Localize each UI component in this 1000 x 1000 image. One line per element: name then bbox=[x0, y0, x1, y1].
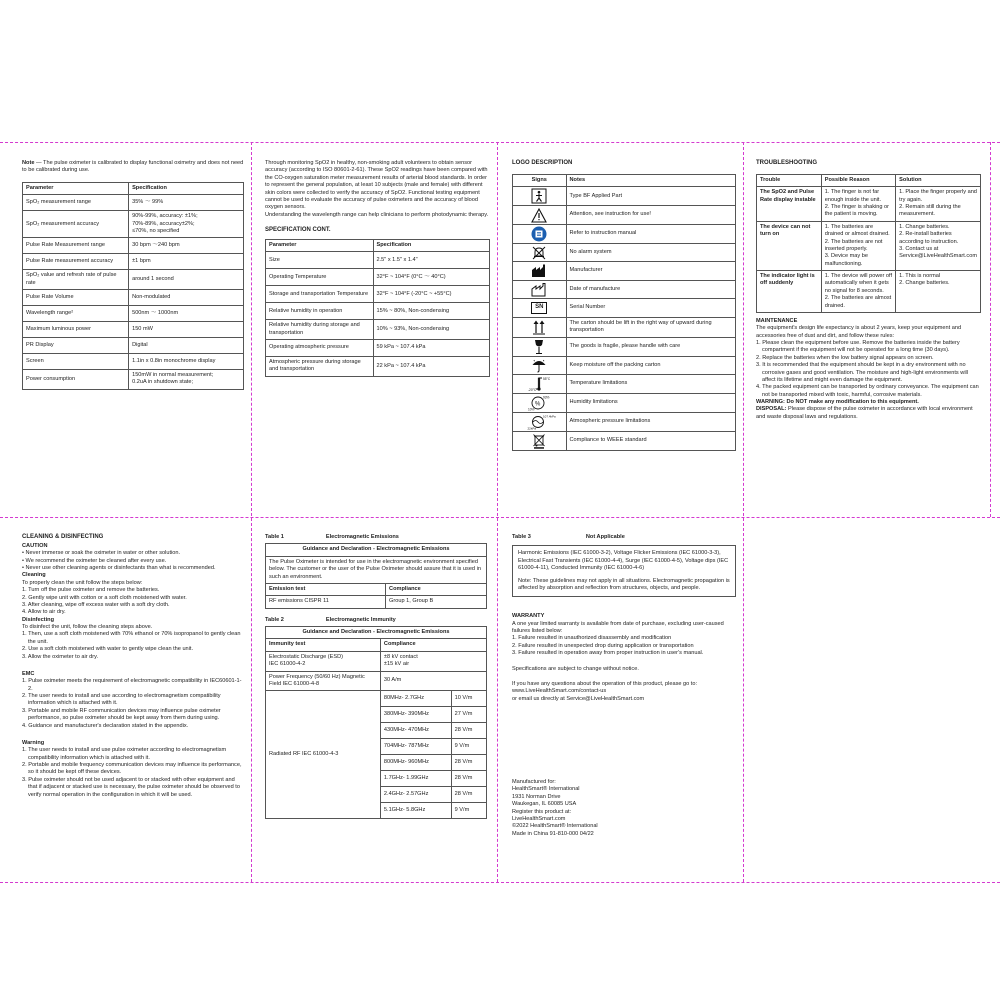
parameter-cell: PR Display bbox=[23, 338, 129, 354]
logo-description-title: LOGO DESCRIPTION bbox=[512, 160, 573, 166]
table-row bbox=[266, 269, 490, 286]
spec-cont-title: SPECIFICATION CONT. bbox=[265, 227, 331, 233]
maintenance-item: 4. The packed equipment can be transported by ordinary conveyance. The equipment can not be transported mixed with toxic, harmful, corrosive materials. bbox=[756, 384, 979, 398]
cleaning-title: CLEANING & DISINFECTING bbox=[22, 534, 104, 540]
sign-cell bbox=[513, 299, 567, 318]
cleaning-panel bbox=[22, 534, 244, 834]
date-of-manufacture-icon bbox=[514, 283, 565, 297]
sign-cell bbox=[513, 206, 567, 225]
warning-item: 2. Portable and mobile frequency communication devices may influence its performance, so it should be kept off these devices. bbox=[22, 762, 242, 776]
table-row bbox=[23, 254, 244, 270]
immunity-header: Guidance and Declaration - Electromagnetic Emissions bbox=[266, 627, 487, 639]
disinfecting-intro: To disinfect the unit, follow the cleaning steps above. bbox=[22, 624, 153, 631]
svg-text:55°C: 55°C bbox=[543, 377, 551, 382]
caution-item: • We recommend the oximeter be cleaned after every use. bbox=[22, 557, 167, 564]
esd-compliance-cell: ±8 kV contact ±15 kV air bbox=[380, 651, 486, 671]
rf-band-cell: 800MHz- 960MHz bbox=[380, 755, 451, 771]
rf-band-cell: 1.7GHz- 1.99GHz bbox=[380, 771, 451, 787]
rf-level-cell: 9 V/m bbox=[451, 803, 486, 819]
spec-panel bbox=[22, 160, 244, 410]
sign-cell bbox=[513, 413, 567, 432]
pressure-limit-icon bbox=[514, 414, 565, 430]
this-way-up-icon bbox=[514, 319, 565, 335]
rf-level-cell: 28 V/m bbox=[451, 771, 486, 787]
table-row bbox=[23, 354, 244, 370]
warranty-item: 1. Failure resulted in unauthorized disassembly and modification bbox=[512, 635, 672, 642]
rf-level-cell: 10 V/m bbox=[451, 691, 486, 707]
caution-item: • Never immerse or soak the oximeter in water or other solution. bbox=[22, 550, 181, 557]
note-cell: Keep moisture off the packing carton bbox=[566, 356, 735, 375]
warning-item: 3. Pulse oximeter should not be used adjacent to or stacked with other equipment and that if adjacent or stacked use is necessary, the pulse oximeter should be observed to verify normal operation in the configuration in which it will be used. bbox=[22, 776, 240, 798]
logo-row bbox=[513, 280, 736, 299]
rf-level-cell: 27 V/m bbox=[451, 707, 486, 723]
rf-band-cell: 80MHz- 2.7GHz bbox=[380, 691, 451, 707]
maintenance-list bbox=[756, 340, 981, 399]
parameter-cell: Storage and transportation Temperature bbox=[266, 286, 374, 303]
table-header-row bbox=[266, 239, 490, 251]
parameter-cell: Pulse Rate measurement accuracy bbox=[23, 254, 129, 270]
serial-number-label: SN bbox=[531, 302, 547, 314]
emission-test-cell: RF emissions CISPR 11 bbox=[266, 596, 386, 608]
note-cell: Date of manufacture bbox=[566, 280, 735, 299]
pf-compliance-cell: 30 A/m bbox=[380, 671, 486, 691]
troubleshooting-row bbox=[757, 221, 981, 270]
svg-text:-20°C: -20°C bbox=[528, 388, 537, 393]
compliance-col: Compliance bbox=[386, 583, 487, 595]
note-cell: Serial Number bbox=[566, 299, 735, 318]
parameter-cell: Operating atmospheric pressure bbox=[266, 340, 374, 357]
rf-band-cell: 430MHz- 470MHz bbox=[380, 723, 451, 739]
table-header-cell: Specification bbox=[129, 182, 244, 194]
sign-cell bbox=[513, 224, 567, 243]
svg-text:93%: 93% bbox=[543, 395, 550, 400]
logo-row bbox=[513, 413, 736, 432]
warranty-title: WARRANTY bbox=[512, 613, 545, 620]
svg-text:107.4kPa: 107.4kPa bbox=[543, 414, 556, 419]
logo-row bbox=[513, 432, 736, 451]
fold-line-middle bbox=[0, 517, 1000, 518]
warranty-item: 2. Failure resulted in unexpected drop during application or transportation bbox=[512, 642, 694, 649]
cleaning-item: 3. After cleaning, wipe off excess water with a soft dry cloth. bbox=[22, 601, 170, 608]
maintenance-item: 3. It is recommended that the equipment should be kept in a dry environment with no corrosive gases and good ventilation. The moisture and high-light environments will affect its lifetime and might even damage the equipment. bbox=[756, 362, 969, 383]
serial-number-icon bbox=[514, 302, 565, 314]
spec-cell: 2.5" x 1.5" x 1.4" bbox=[373, 252, 489, 269]
sign-cell bbox=[513, 262, 567, 281]
immunity-test-col: Immunity test bbox=[266, 639, 381, 651]
spec-cell: 15% ~ 80%, Non-condensing bbox=[373, 303, 489, 320]
caution-list bbox=[22, 550, 244, 572]
spec-cell: ±1 bpm bbox=[129, 254, 244, 270]
warranty-panel bbox=[512, 534, 736, 854]
fold-line-top bbox=[0, 142, 1000, 143]
rf-band-cell: 2.4GHz- 2.57GHz bbox=[380, 787, 451, 803]
caution-title: CAUTION bbox=[22, 542, 48, 549]
spec-cell: 32°F ~ 104°F (0°C ～ 40°C) bbox=[373, 269, 489, 286]
svg-text:22kPa: 22kPa bbox=[527, 426, 537, 431]
table-row bbox=[266, 286, 490, 303]
disposal-text: DISPOSAL: Please dispose of the pulse oximeter in accordance with local environment and waste disposal laws and regulations. bbox=[756, 406, 973, 420]
maintenance-intro: The equipment's design life expectancy is about 2 years, keep your equipment and accessories free of dust and dirt, and follow these rules: bbox=[756, 325, 962, 339]
spec-cell: around 1 second bbox=[129, 270, 244, 290]
note-cell: No alarm system bbox=[566, 243, 735, 262]
parameter-cell: Operating Temperature bbox=[266, 269, 374, 286]
logo-row bbox=[513, 337, 736, 356]
svg-text:10%: 10% bbox=[528, 407, 535, 412]
spec-cell: 500nm ～ 1000nm bbox=[129, 306, 244, 322]
table-row bbox=[23, 306, 244, 322]
cleaning-intro: To properly clean the unit follow the steps below: bbox=[22, 579, 143, 586]
warranty-list bbox=[512, 635, 736, 657]
table-row bbox=[23, 238, 244, 254]
parameter-cell: Wavelength range² bbox=[23, 306, 129, 322]
table-row bbox=[23, 211, 244, 238]
parameter-cell: Relative humidity in operation bbox=[266, 303, 374, 320]
logo-row bbox=[513, 187, 736, 206]
logo-row bbox=[513, 317, 736, 337]
logo-row bbox=[513, 375, 736, 394]
fold-line-v3 bbox=[743, 142, 744, 882]
keep-dry-icon bbox=[514, 358, 565, 373]
note-cell: Compliance to WEEE standard bbox=[566, 432, 735, 451]
warning-item: 1. The user needs to install and use pulse oximeter according to electromagnetism compatibility information which is attached with it. bbox=[22, 747, 227, 761]
table-row bbox=[266, 252, 490, 269]
rf-row bbox=[266, 691, 487, 707]
logo-description-panel bbox=[512, 160, 736, 494]
fragile-icon bbox=[514, 339, 565, 355]
solution-cell: 1. Change batteries. 2. Re-install batteries according to instruction. 3. Contact us at Service@LiveHealthSmart.com bbox=[896, 221, 981, 270]
logo-row bbox=[513, 356, 736, 375]
type-bf-icon bbox=[514, 188, 565, 204]
note-cell: Atmospheric pressure limitations bbox=[566, 413, 735, 432]
caution-item: • Never use other cleaning agents or disinfectants than what is recommended. bbox=[22, 565, 216, 572]
spec-cell: 1.1in x 0.8in monochrome display bbox=[129, 354, 244, 370]
fold-line-v1 bbox=[251, 142, 252, 882]
table-row bbox=[23, 290, 244, 306]
sign-cell bbox=[513, 356, 567, 375]
solution-cell: 1. Place the finger properly and try again. 2. Remain still during the measurement. bbox=[896, 187, 981, 222]
modification-warning: WARNING: Do NOT make any modification to this equipment. bbox=[756, 399, 919, 406]
rf-level-cell: 9 V/m bbox=[451, 739, 486, 755]
cleaning-subtitle: Cleaning bbox=[22, 572, 46, 579]
note-cell: Humidity limitations bbox=[566, 394, 735, 413]
not-applicable-text: Harmonic Emissions (IEC 61000-3-2), Voltage Flicker Emissions (IEC 61000-3-3), Electrical Fast Transients (IEC 61000-4-4), Surge (IEC 61000-4-5), Voltage dips (IEC 61000-4-11), Conducted Immunity (IEC 61000-4-6) bbox=[518, 550, 729, 572]
logo-table bbox=[512, 174, 736, 451]
spec-cont-panel bbox=[265, 160, 490, 440]
cleaning-list bbox=[22, 587, 244, 617]
logo-row bbox=[513, 224, 736, 243]
fold-line-v2 bbox=[497, 142, 498, 882]
table-header-cell: Signs bbox=[513, 174, 567, 186]
spec-change-note: Specifications are subject to change without notice. bbox=[512, 665, 639, 672]
table-row bbox=[23, 322, 244, 338]
sign-cell bbox=[513, 337, 567, 356]
disinfecting-title: Disinfecting bbox=[22, 616, 55, 623]
table-header-row bbox=[513, 174, 736, 186]
table-header-row bbox=[757, 174, 981, 186]
disinfecting-item: 1. Then, use a soft cloth moistened with 70% ethanol or 70% isopropanol to gently clean the unit. bbox=[22, 631, 241, 645]
compliance-cell: Group 1, Group B bbox=[386, 596, 487, 608]
spec-cont-table bbox=[265, 239, 490, 377]
manufacturer-icon bbox=[514, 264, 565, 278]
disinfecting-list bbox=[22, 631, 244, 661]
table-row bbox=[266, 320, 490, 340]
rf-level-cell: 28 V/m bbox=[451, 723, 486, 739]
maintenance-item: 2. Replace the batteries when the low battery signal appears on screen. bbox=[756, 354, 934, 361]
warranty-intro: A one year limited warranty is available from date of purchase, excluding user-caused failures listed below: bbox=[512, 620, 724, 634]
note-cell: Attention, see instruction for use! bbox=[566, 206, 735, 225]
parameter-cell: Power consumption bbox=[23, 370, 129, 390]
emc-tables-panel bbox=[265, 534, 487, 829]
trouble-cell: The SpO2 and Pulse Rate display instable bbox=[757, 187, 822, 222]
parameter-cell: SpO₂ measurement range bbox=[23, 195, 129, 211]
note-cell: Refer to instruction manual bbox=[566, 224, 735, 243]
spec-cell: 10% ~ 93%, Non-condensing bbox=[373, 320, 489, 340]
sign-cell bbox=[513, 375, 567, 394]
table-row bbox=[23, 370, 244, 390]
spec-cell: 90%-99%, accuracy: ±1%; 70%-89%, accuracy±2%; ≤70%, no specified bbox=[129, 211, 244, 238]
table-header-row bbox=[23, 182, 244, 194]
cleaning-item: 1. Turn off the pulse oximeter and remove the batteries. bbox=[22, 587, 160, 594]
rf-level-cell: 28 V/m bbox=[451, 755, 486, 771]
emc-item: 3. Portable and mobile RF communication devices may influence pulse oximeter performance, so pulse oximeter should be kept away from them during using. bbox=[22, 707, 221, 722]
humidity-limit-icon bbox=[514, 395, 565, 411]
immunity-table bbox=[265, 626, 487, 819]
reason-cell: 1. The finger is not far enough inside the unit. 2. The finger is shaking or the patient is moving. bbox=[821, 187, 895, 222]
table-header-cell: Parameter bbox=[266, 239, 374, 251]
parameter-cell: Atmospheric pressure during storage and transportation bbox=[266, 357, 374, 377]
emissions-table bbox=[265, 543, 487, 608]
parameter-cell: Relative humidity during storage and transportation bbox=[266, 320, 374, 340]
emc-item: 1. Pulse oximeter meets the requirement of electromagnetic compatibility in IEC60601-1-2. bbox=[22, 678, 242, 692]
spec-cell: 30 bpm ～240 bpm bbox=[129, 238, 244, 254]
table3-heading: Table 3 Not Applicable bbox=[512, 534, 625, 540]
spec-cell: Non-modulated bbox=[129, 290, 244, 306]
sign-cell bbox=[513, 243, 567, 262]
table-header-cell: Specification bbox=[373, 239, 489, 251]
trouble-cell: The device can not turn on bbox=[757, 221, 822, 270]
table-row bbox=[23, 270, 244, 290]
table-header-cell: Parameter bbox=[23, 182, 129, 194]
sign-cell bbox=[513, 187, 567, 206]
immunity-compliance-col: Compliance bbox=[380, 639, 486, 651]
fold-line-bottom bbox=[0, 882, 1000, 883]
fold-line-v4 bbox=[990, 142, 991, 517]
spec-cell: 150 mW bbox=[129, 322, 244, 338]
esd-test-cell: Electrostatic Discharge (ESD) IEC 61000-4-2 bbox=[266, 651, 381, 671]
note-cell: The carton should be lift in the right way of upward during transportation bbox=[566, 317, 735, 337]
trouble-cell: The indicator light is off suddenly bbox=[757, 271, 822, 313]
cleaning-item: 2. Gently wipe unit with cotton or a soft cloth moistened with water. bbox=[22, 594, 187, 601]
emc-item: 2. The user needs to install and use according to electromagnetism compatibility information which is attached with it. bbox=[22, 693, 221, 707]
logo-row bbox=[513, 299, 736, 318]
note-cell: The goods is fragile, please handle with care bbox=[566, 337, 735, 356]
parameter-cell: SpO₂ value and refresh rate of pulse rate bbox=[23, 270, 129, 290]
table-row bbox=[266, 303, 490, 320]
calibration-note: Note — The pulse oximeter is calibrated to display functional oximetry and does not need to be calibrated during use. bbox=[22, 160, 244, 174]
note-cell: Type BF Applied Part bbox=[566, 187, 735, 206]
logo-row bbox=[513, 262, 736, 281]
parameter-cell: Size bbox=[266, 252, 374, 269]
emissions-desc: The Pulse Oximeter is intended for use in the electromagnetic environment specified below. The customer or the user of the Pulse Oximeter should assure that it is used in such an environment. bbox=[266, 556, 487, 583]
maintenance-title: MAINTENANCE bbox=[756, 317, 798, 324]
note-cell: Manufacturer bbox=[566, 262, 735, 281]
table-row bbox=[266, 340, 490, 357]
emc-list bbox=[22, 678, 244, 730]
logo-row bbox=[513, 243, 736, 262]
troubleshooting-row bbox=[757, 271, 981, 313]
spec-cell: 59 kPa ~ 107.4 kPa bbox=[373, 340, 489, 357]
logo-row bbox=[513, 206, 736, 225]
sign-cell bbox=[513, 432, 567, 451]
table2-heading: Table 2 Electromagnetic Immunity bbox=[265, 616, 396, 623]
sign-cell bbox=[513, 280, 567, 299]
warranty-item: 3. Failure resulted in operation away from proper instruction in user's manual. bbox=[512, 650, 704, 657]
table-row bbox=[23, 195, 244, 211]
troubleshooting-panel bbox=[756, 160, 981, 480]
disinfecting-item: 2. Use a soft cloth moistened with water to gently wipe clean the unit. bbox=[22, 646, 194, 653]
emission-test-col: Emission test bbox=[266, 583, 386, 595]
table-header-cell: Notes bbox=[566, 174, 735, 186]
no-alarm-icon bbox=[514, 245, 565, 260]
table-header-cell: Possible Reason bbox=[821, 174, 895, 186]
disinfecting-item: 3. Allow the oximeter to air dry. bbox=[22, 653, 99, 660]
rf-test-cell: Radiated RF IEC 61000-4-3 bbox=[266, 691, 381, 819]
spec-cell: 150mW in normal measurement; 0.2uA in shutdown state; bbox=[129, 370, 244, 390]
parameter-cell: Maximum luminous power bbox=[23, 322, 129, 338]
spec-table bbox=[22, 182, 244, 390]
rf-band-cell: 704MHz- 787MHz bbox=[380, 739, 451, 755]
manufacturer-block: Manufactured for: HealthSmart® International 1931 Norman Drive Waukegan, IL 60085 USA Register this product at: LiveHealthSmart.com ©2022 HealthSmart® International Made in China 91-810-000 04/22 bbox=[512, 779, 598, 837]
cleaning-item: 4. Allow to air dry. bbox=[22, 609, 66, 616]
table-header-cell: Trouble bbox=[757, 174, 822, 186]
troubleshooting-table bbox=[756, 174, 981, 313]
note-cell: Temperature limitations bbox=[566, 375, 735, 394]
warning-list bbox=[22, 747, 244, 799]
warning-title: Warning bbox=[22, 739, 45, 746]
temperature-limit-icon bbox=[514, 376, 565, 392]
emc-title: EMC bbox=[22, 670, 35, 677]
solution-cell: 1. This is normal 2. Change batteries. bbox=[896, 271, 981, 313]
warning-triangle-icon bbox=[514, 208, 565, 223]
not-applicable-cell bbox=[513, 546, 736, 597]
spec-cell: Digital bbox=[129, 338, 244, 354]
troubleshooting-row bbox=[757, 187, 981, 222]
instruction-manual-icon bbox=[514, 226, 565, 242]
spec-cell: 35% ～ 99% bbox=[129, 195, 244, 211]
pf-test-cell: Power Frequency (50/60 Hz) Magnetic Field IEC 61000-4-8 bbox=[266, 671, 381, 691]
contact-text: If you have any questions about the operation of this product, please go to: www.LiveHealthSmart.com/contact-us or email us directly at Service@LiveHealthSmart.com bbox=[512, 680, 698, 702]
rf-level-cell: 28 V/m bbox=[451, 787, 486, 803]
accuracy-text: Through monitoring SpO2 in healthy, non-smoking adult volunteers to obtain sensor accuracy (according to ISO 80601-2-61). These SpO2 readings have been compared with the CO-oxygen saturation meter measurement results of arterial blood standards. In order to represent the general population, at least 10 subjects (male and female) with different skin colors were collected to verify the accuracy of SpO2. Functional testing equipment cannot be used to evaluate the accuracy of pulse oximeters and the accuracy of blood oxygen sensors. Understanding the wavelength range can help clinicians to perform photodynamic therapy. bbox=[265, 160, 489, 218]
weee-bin-icon bbox=[514, 433, 565, 449]
reason-cell: 1. The batteries are drained or almost drained. 2. The batteries are not inserted properly. 3. Device may be malfunctioning. bbox=[821, 221, 895, 270]
svg-text:%: % bbox=[535, 401, 541, 408]
maintenance-item: 1. Please clean the equipment before use. Remove the batteries inside the battery compartment if the equipment will not be operated for a long time (30 days). bbox=[756, 340, 960, 354]
emissions-header: Guidance and Declaration - Electromagnetic Emissions bbox=[266, 544, 487, 556]
rf-band-cell: 5.1GHz- 5.8GHz bbox=[380, 803, 451, 819]
rf-band-cell: 380MHz- 390MHz bbox=[380, 707, 451, 723]
logo-row bbox=[513, 394, 736, 413]
spec-cell: 22 kPa ~ 107.4 kPa bbox=[373, 357, 489, 377]
troubleshooting-title: TROUBLESHOOTING bbox=[756, 160, 817, 166]
spec-cell: 32°F ~ 104°F (-20°C ~ +55°C) bbox=[373, 286, 489, 303]
parameter-cell: SpO₂ measurement accuracy bbox=[23, 211, 129, 238]
sign-cell bbox=[513, 394, 567, 413]
parameter-cell: Screen bbox=[23, 354, 129, 370]
table1-heading: Table 1 Electromagnetic Emissions bbox=[265, 534, 399, 540]
table-row bbox=[23, 338, 244, 354]
table-header-cell: Solution bbox=[896, 174, 981, 186]
parameter-cell: Pulse Rate Volume bbox=[23, 290, 129, 306]
table-row bbox=[266, 357, 490, 377]
sign-cell bbox=[513, 317, 567, 337]
not-applicable-note: Note: These guidelines may not apply in all situations. Electromagnetic propagation is affected by absorption and reflection from structures, objects, and people. bbox=[518, 577, 730, 591]
parameter-cell: Pulse Rate Measurement range bbox=[23, 238, 129, 254]
not-applicable-table bbox=[512, 545, 736, 597]
emc-item: 4. Guidance and manufacturer's declaration stated in the appendix. bbox=[22, 722, 189, 729]
reason-cell: 1. The device will power off automatically when it gets no signal for 8 seconds. 2. The batteries are almost drained. bbox=[821, 271, 895, 313]
